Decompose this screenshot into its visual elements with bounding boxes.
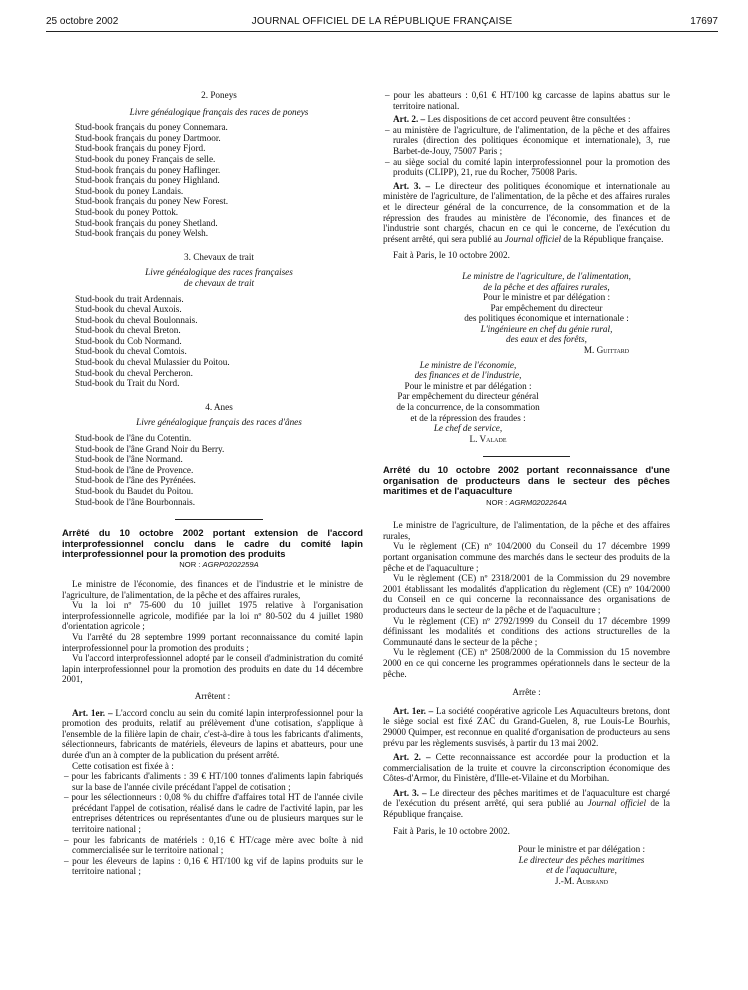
arrete-1-para-2: Vu la loi nº 75-600 du 10 juillet 1975 relative à l'organisation interprofessionnelle agricole, modifiée par la loi nº 80-502 du 4 juillet 1980 d'orientation agricole ; xyxy=(62,600,363,632)
art-label: Art. 2. – xyxy=(393,752,431,763)
anes-list xyxy=(75,433,363,507)
anes-subtitle: Livre généalogique français des races d'ânes xyxy=(136,417,302,428)
arrete-2-art-2 xyxy=(383,752,670,784)
stud-book-item: Stud-book du cheval Boulonnais. xyxy=(75,314,198,325)
sig-line: Par empêchement du directeur xyxy=(490,302,603,313)
signatory-name: J.-M. Aubrand xyxy=(554,876,609,887)
stud-book-item: Stud-book français du poney Welsh. xyxy=(75,228,209,239)
art-text: L'accord conclu au sein du comité lapin interprofessionnel pour la promotion des produits, relatif au prélèvement d'une cotisation, s'applique à l'ensemble de la filière lapin de chair, c'est-à-dire à tous les fabricants d'aliments, sélectionneurs, fabricants de matériels, éleveurs de lapins et abatteurs, pour une durée d'un an à compter de la publication du présent arrêté. xyxy=(62,707,364,760)
sig-line: Le ministre de l'économie, xyxy=(419,359,517,370)
fait-a-paris: Fait à Paris, le 10 octobre 2002. xyxy=(393,250,510,261)
chevaux-subtitle-2: de chevaux de trait xyxy=(183,277,255,288)
chevaux-heading: 3. Chevaux de trait xyxy=(184,251,254,262)
abatteurs-item: – pour les abatteurs : 0,61 € HT/100 kg carcasse de lapins abattus sur le territoire national. xyxy=(385,90,670,111)
art-label: Art. 1er. – xyxy=(393,705,434,716)
stud-book-item: Stud-book du poney Français de selle. xyxy=(75,153,216,164)
sig-line: de la concurrence, de la consommation xyxy=(396,402,540,413)
stud-book-item: Stud-book de l'âne des Pyrénées. xyxy=(75,475,196,486)
consultation-item: – au ministère de l'agriculture, de l'alimentation, de la pêche et des affaires rurales (direction des politiques économique et internationale), 3, rue Barbet-de-Jouy, 75007 Paris ; xyxy=(385,124,670,156)
arrete-2-nor xyxy=(383,498,670,509)
arrete-2-fait: Fait à Paris, le 10 octobre 2002. xyxy=(393,825,510,836)
cotisation-item: – pour les éleveurs de lapins : 0,16 € HT/100 kg vif de lapins produits sur le territoire national ; xyxy=(64,855,363,877)
signatory-name: M. Guittard xyxy=(583,345,630,356)
section-divider xyxy=(175,519,263,520)
stud-book-item: Stud-book du cheval Percheron. xyxy=(75,367,193,378)
arrete-2-arrete: Arrête : xyxy=(512,687,541,698)
sig-line: Le chef de service, xyxy=(433,423,503,434)
chevaux-list xyxy=(75,294,363,389)
arrete-1-cotisation: Cette cotisation est fixée à : xyxy=(72,760,174,771)
arrete-1-para-1: Le ministre de l'économie, des finances et de l'industrie et le ministre de l'agriculture, de l'alimentation, de la pêche et des affaires rurales, xyxy=(62,579,363,600)
arrete-1-para-3: Vu l'arrêté du 28 septembre 1999 portant reconnaissance du comité lapin interprofessionnel pour la promotion des produits ; xyxy=(62,631,363,653)
poneys-subtitle: Livre généalogique français des races de poneys xyxy=(129,106,309,117)
signature-block-agriculture xyxy=(423,271,670,356)
stud-book-item: Stud-book de l'âne Bourbonnais. xyxy=(75,496,196,507)
arrete-2-para-4: Vu le règlement (CE) nº 2792/1999 du Conseil du 17 décembre 1999 définissant les modalités et conditions des actions structurelles de la Communauté dans le secteur de la pêche ; xyxy=(383,615,670,647)
art-label: Art. 3. – xyxy=(393,180,431,191)
art2-list xyxy=(383,125,670,178)
art-label: Art. 2. – xyxy=(393,114,426,125)
anes-heading: 4. Anes xyxy=(205,401,233,412)
stud-book-item: Stud-book du Cob Normand. xyxy=(75,335,182,346)
signature-block-economie xyxy=(383,360,553,445)
stud-book-item: Stud-book du trait Ardennais. xyxy=(75,293,184,304)
stud-book-item: Stud-book du poney Landais. xyxy=(75,185,184,196)
arrete-2-art-1 xyxy=(383,706,670,748)
sig-line: Pour le ministre et par délégation : xyxy=(482,292,611,303)
sig-line: des finances et de l'industrie, xyxy=(414,370,522,381)
cotisation-item: – pour les fabricants de matériels : 0,16 € HT/cage mère avec boîte à nid commercialisée sur le territoire national ; xyxy=(64,834,363,856)
chevaux-subtitle-1: Livre généalogique des races françaises xyxy=(145,267,293,278)
arrete-1-arretent: Arrêtent : xyxy=(194,690,231,701)
sig-line: Le directeur des pêches maritimes xyxy=(518,854,645,865)
stud-book-item: Stud-book du Trait du Nord. xyxy=(75,378,180,389)
header-title: JOURNAL OFFICIEL DE LA RÉPUBLIQUE FRANÇAISE xyxy=(251,16,513,27)
left-column xyxy=(62,90,364,877)
arrete-1-para-4: Vu l'accord interprofessionnel adopté par le conseil d'administration du comité lapin interprofessionnel pour la promotion des produits en date du 14 décembre 2001, xyxy=(62,653,363,685)
header-date: 25 octobre 2002 xyxy=(46,16,119,27)
stud-book-item: Stud-book français du poney Connemara. xyxy=(75,122,228,133)
stud-book-item: Stud-book français du poney Fjord. xyxy=(75,143,206,154)
arrete-1-nor xyxy=(75,560,363,571)
stud-book-item: Stud-book français du poney Dartmoor. xyxy=(75,132,221,143)
section-divider xyxy=(483,456,570,457)
stud-book-item: Stud-book du cheval Mulassier du Poitou. xyxy=(75,357,230,368)
sig-line: Pour le ministre et par délégation : xyxy=(517,844,646,855)
art-text: Le directeur des pêches maritimes et de l'aquaculture est chargé de l'exécution du présent arrêté, qui sera publié au xyxy=(383,787,671,809)
page-header xyxy=(46,14,718,30)
journal-officiel: Journal officiel xyxy=(504,233,562,244)
sig-line: des eaux et des forêts, xyxy=(506,334,587,345)
sig-line: Le ministre de l'agriculture, de l'alimentation, xyxy=(462,270,631,281)
art-label: Art. 3. – xyxy=(393,787,427,798)
art-3 xyxy=(383,181,670,245)
sig-line: Pour le ministre et par délégation : xyxy=(404,380,532,391)
art-text: Le directeur des politiques économique et internationale au ministère de l'agriculture, de l'alimentation, de la pêche et des affaires rurales et le directeur général de la concurrence, de la consommation et de la répression des fraudes au ministère de l'économie, des finances et de l'industrie sont chargés, chacun en ce qui le concerne, de l'exécution du présent arrêté, qui sera publié au xyxy=(383,180,670,244)
nor-label: NOR : xyxy=(486,497,508,507)
header-page-number: 17697 xyxy=(690,16,718,27)
cotisation-item: – pour les sélectionneurs : 0,08 % du chiffre d'affaires total HT de l'année civile précédant l'appel de cotisation, réalisé dans le cadre de l'activité lapin, par les entreprises détentrices ou représentantes d'une ou de plusieurs marques sur le territoire national ; xyxy=(64,792,363,835)
sig-line: et de la répression des fraudes : xyxy=(410,412,526,423)
stud-book-item: Stud-book de l'âne Grand Noir du Berry. xyxy=(75,443,225,454)
poneys-list xyxy=(75,122,363,239)
art-text-end: de la République française. xyxy=(383,798,671,820)
stud-book-item: Stud-book français du poney Haflinger. xyxy=(75,164,221,175)
stud-book-item: Stud-book de l'âne Normand. xyxy=(75,454,183,465)
sig-line: de la pêche et des affaires rurales, xyxy=(483,281,610,292)
nor-label: NOR : xyxy=(179,560,201,570)
arrete-2-para-3: Vu le règlement (CE) nº 2318/2001 de la Commission du 29 novembre 2001 établissant les modalités d'application du règlement (CE) nº 104/2000 du Conseil en ce qui concerne la reconnaissance des organisations de producteurs dans le secteur de la pêche et de l'aquaculture ; xyxy=(383,573,670,615)
arrete-1-art-1 xyxy=(62,708,363,761)
stud-book-item: Stud-book français du poney Shetland. xyxy=(75,217,218,228)
arrete-2-art-3 xyxy=(383,788,670,820)
arrete-2-title: Arrêté du 10 octobre 2002 portant reconnaissance d'une organisation de producteurs dans le secteur des pêches maritimes et de l'aquaculture xyxy=(383,464,670,497)
sig-line: des politiques économique et internationale : xyxy=(464,313,629,324)
signature-block-peches xyxy=(493,844,670,886)
sig-line: et de l'aquaculture, xyxy=(546,865,617,876)
sig-line: Par empêchement du directeur général xyxy=(397,391,539,402)
arrete-2-para-1: Le ministre de l'agriculture, de l'alimentation, de la pêche et des affaires rurales, xyxy=(383,520,670,541)
art-text: Les dispositions de cet accord peuvent être consultées : xyxy=(427,114,631,125)
arrete-2-para-2: Vu le règlement (CE) nº 104/2000 du Conseil du 17 décembre 1999 portant organisation commune des marchés dans le secteur des produits de la pêche et de l'aquaculture ; xyxy=(383,541,670,573)
nor-code: AGRP0202259A xyxy=(202,560,259,570)
stud-book-item: Stud-book français du poney Highland. xyxy=(75,175,220,186)
header-rule xyxy=(46,31,718,32)
poneys-heading: 2. Poneys xyxy=(201,90,237,100)
journal-officiel: Journal officiel xyxy=(587,798,647,809)
sig-line: L'ingénieure en chef du génie rural, xyxy=(480,323,613,334)
arrete-2-para-5: Vu le règlement (CE) nº 2508/2000 de la Commission du 15 novembre 2000 en ce qui concerne les programmes opérationnels dans le secteur de la pêche. xyxy=(383,647,670,679)
stud-book-item: Stud-book du poney Pottok. xyxy=(75,206,179,217)
stud-book-item: Stud-book de l'âne du Cotentin. xyxy=(75,433,192,444)
cotisation-list xyxy=(62,771,363,877)
consultation-item: – au siège social du comité lapin interprofessionnel pour la promotion des produits (CLIPP), 21, rue du Rocher, 75008 Paris. xyxy=(385,156,670,178)
art-text-end: de la République française. xyxy=(563,233,664,244)
stud-book-item: Stud-book du cheval Comtois. xyxy=(75,346,187,357)
nor-code: AGRM0202264A xyxy=(509,497,567,507)
cotisation-item: – pour les fabricants d'aliments : 39 € HT/100 tonnes d'aliments lapin fabriqués sur la base de l'année civile précédant l'appel de cotisation ; xyxy=(64,771,363,792)
stud-book-item: Stud-book de l'âne de Provence. xyxy=(75,464,194,475)
art-label: Art. 1er. – xyxy=(72,707,113,718)
art-text: La société coopérative agricole Les Aquaculteurs bretons, dont le siège social est fixé ZAC du Grand-Guelen, 8, rue Louis-Le Bourhis, 29000 Quimper, est reconnue en qualité d'organisation de producteurs au sens prévu par les règlements susvisés, à partir du 13 mai 2002. xyxy=(383,705,670,748)
right-column xyxy=(383,90,670,887)
arrete-1-title: Arrêté du 10 octobre 2002 portant extension de l'accord interprofessionnel conclu dans le cadre du comité lapin interprofessionnel pour la promotion des produits xyxy=(62,527,363,559)
art-2 xyxy=(383,114,670,125)
stud-book-item: Stud-book du cheval Auxois. xyxy=(75,304,182,315)
signatory-name: L. Valade xyxy=(469,433,507,444)
art-text: Cette reconnaissance est accordée pour la production et la commercialisation de la truite et couvre la circonscription économique des Côtes-d'Armor, du Finistère, d'Ille-et-Vilaine et du Morbihan. xyxy=(383,752,671,784)
stud-book-item: Stud-book français du poney New Forest. xyxy=(75,196,229,207)
stud-book-item: Stud-book du cheval Breton. xyxy=(75,325,181,336)
stud-book-item: Stud-book du Baudet du Poitou. xyxy=(75,486,194,496)
